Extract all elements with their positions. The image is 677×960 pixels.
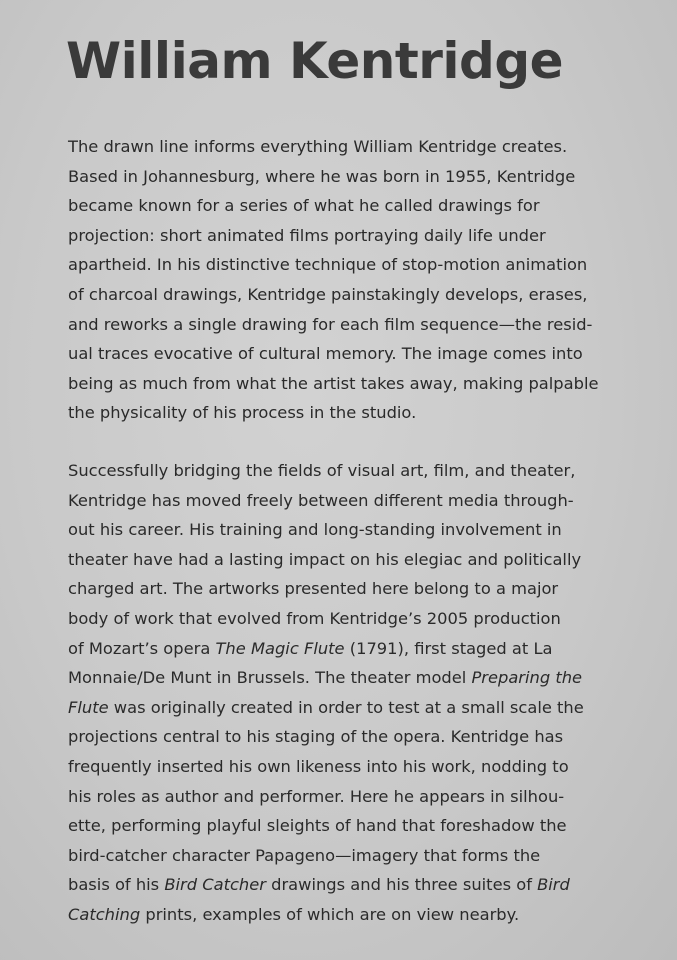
text-line: became known for a series of what he called drawings for	[68, 196, 540, 216]
text-run: prints, examples of which are on view nearby.	[140, 904, 520, 924]
text-line: ual traces evocative of cultural memory. The image comes into	[68, 344, 583, 364]
italic-title-bird-catching: Catching	[68, 904, 141, 924]
text-line: Based in Johannesburg, where he was born in 1955, Kentridge	[68, 166, 576, 186]
text-line	[68, 663, 628, 693]
italic-title-magic-flute: The Magic Flute	[215, 638, 345, 658]
text-line: Kentridge has moved freely between different media through-	[68, 490, 574, 510]
text-line	[68, 693, 628, 723]
text-line: out his career. His training and long-standing involvement in	[68, 520, 562, 540]
text-run: Monnaie/De Munt in Brussels. The theater model	[68, 668, 472, 688]
italic-title-bird-catcher: Bird Catcher	[164, 875, 266, 895]
text-line: of charcoal drawings, Kentridge painstakingly develops, erases,	[68, 284, 588, 304]
text-line	[68, 870, 628, 900]
text-line: frequently inserted his own likeness into his work, nodding to	[68, 756, 569, 776]
italic-title-preparing-the-flute: Flute	[68, 697, 109, 717]
text-run: basis of his	[68, 875, 165, 895]
text-line	[68, 900, 628, 930]
text-run: of Mozart’s opera	[68, 638, 216, 658]
text-run: drawings and his three suites of	[265, 875, 538, 895]
text-line: The drawn line informs everything William Kentridge creates.	[68, 137, 568, 156]
text-line: charged art. The artworks presented here belong to a major	[68, 579, 559, 599]
text-line: projection: short animated films portraying daily life under	[68, 225, 546, 245]
italic-title-preparing-the-flute: Preparing the	[471, 668, 583, 688]
text-line: his roles as author and performer. Here he appears in silhou-	[68, 786, 565, 806]
text-line: body of work that evolved from Kentridge’s 2005 production	[68, 608, 561, 628]
text-line: being as much from what the artist takes away, making palpable	[68, 373, 599, 393]
text-run: (1791), first staged at La	[344, 638, 553, 658]
text-line: the physicality of his process in the studio.	[68, 403, 417, 423]
paragraph-magic-flute	[68, 456, 628, 930]
text-line	[68, 634, 628, 664]
text-line: Successfully bridging the fields of visual art, film, and theater,	[68, 461, 576, 480]
text-line: projections central to his staging of the opera. Kentridge has	[68, 727, 564, 747]
text-line: ette, performing playful sleights of hand that foreshadow the	[68, 816, 567, 836]
text-run: was originally created in order to test at a small scale the	[108, 697, 584, 717]
paragraph-biography	[68, 132, 628, 428]
text-line: bird-catcher character Papageno—imagery that forms the	[68, 845, 541, 865]
text-line: theater have had a lasting impact on his elegiac and politically	[68, 549, 582, 569]
page-title: William Kentridge	[66, 32, 564, 90]
text-line: and reworks a single drawing for each film sequence—the resid-	[68, 314, 593, 334]
text-line: apartheid. In his distinctive technique of stop-motion animation	[68, 255, 588, 275]
italic-title-bird-catching: Bird	[537, 875, 570, 895]
